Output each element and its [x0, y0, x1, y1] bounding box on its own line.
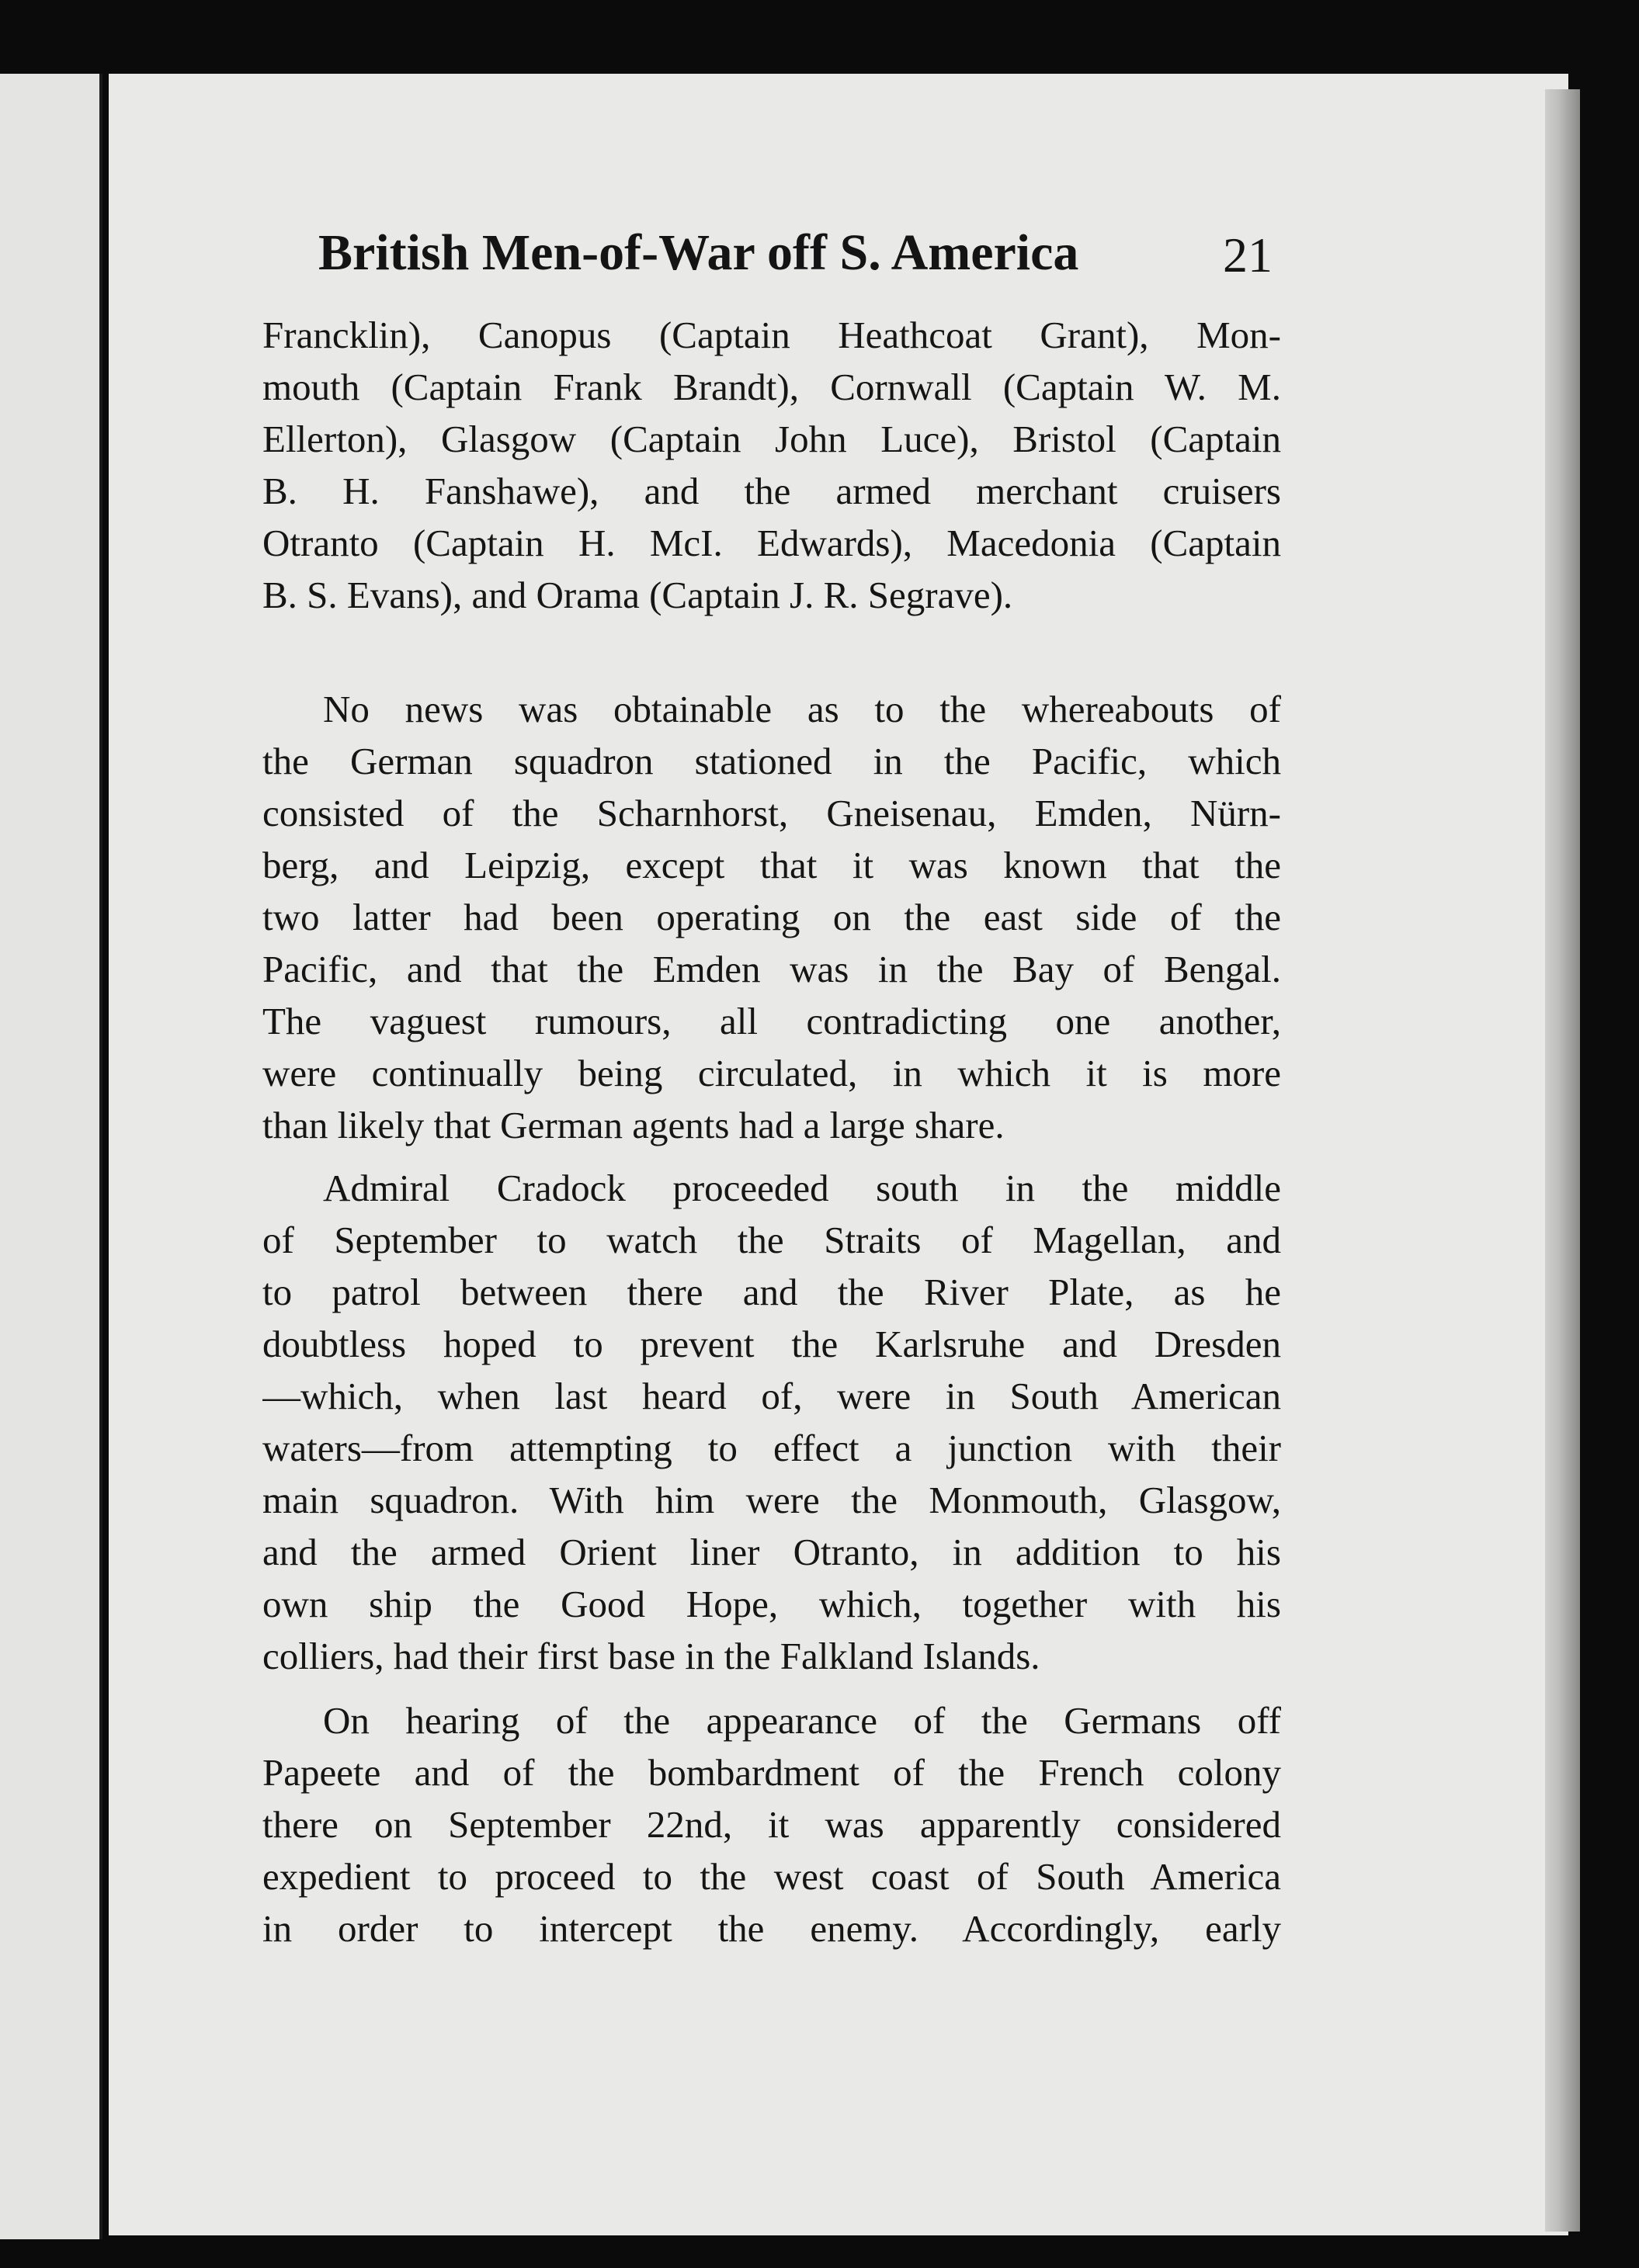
- text-line: B. S. Evans), and Orama (Captain J. R. Segrave).: [262, 574, 1013, 616]
- text-line: Admiral Cradock proceeded south in the middle: [323, 1167, 1281, 1209]
- previous-page-edge: [0, 74, 102, 2239]
- page-stack-edge: [1545, 89, 1580, 2232]
- text-line: than likely that German agents had a large share.: [262, 1104, 1005, 1146]
- text-line: the German squadron stationed in the Pacific, which: [262, 740, 1281, 782]
- text-line: —which, when last heard of, were in South American: [262, 1375, 1281, 1417]
- running-title: British Men-of-War off S. America: [318, 224, 1079, 281]
- text-line: Pacific, and that the Emden was in the Bay of Bengal.: [262, 948, 1281, 990]
- text-line: On hearing of the appearance of the Germans off: [323, 1699, 1281, 1742]
- text-line: own ship the Good Hope, which, together with his: [262, 1583, 1281, 1625]
- text-line: doubtless hoped to prevent the Karlsruhe and Dresden: [262, 1323, 1281, 1365]
- paragraph-papeete: [262, 1694, 1281, 1954]
- text-line: B. H. Fanshawe), and the armed merchant cruisers: [262, 470, 1281, 512]
- text-line: main squadron. With him were the Monmouth, Glasgow,: [262, 1479, 1281, 1521]
- text-line: waters—from attempting to effect a junction with their: [262, 1427, 1281, 1469]
- text-line: berg, and Leipzig, except that it was known that the: [262, 844, 1281, 886]
- text-line: consisted of the Scharnhorst, Gneisenau, Emden, Nürn-: [262, 792, 1281, 834]
- paragraph-ship-list: [262, 309, 1281, 621]
- text-line: and the armed Orient liner Otranto, in addition to his: [262, 1531, 1281, 1573]
- page-number: 21: [1223, 227, 1273, 283]
- text-line: No news was obtainable as to the whereabouts of: [323, 688, 1281, 730]
- text-line: of September to watch the Straits of Magellan, and: [262, 1219, 1281, 1261]
- text-line: Otranto (Captain H. McI. Edwards), Macedonia (Captain: [262, 522, 1281, 564]
- text-line: expedient to proceed to the west coast of South America: [262, 1855, 1281, 1898]
- text-line: Ellerton), Glasgow (Captain John Luce), Bristol (Captain: [262, 418, 1281, 460]
- text-line: Francklin), Canopus (Captain Heathcoat Grant), Mon-: [262, 314, 1281, 356]
- paragraph-admiral-cradock: [262, 1162, 1281, 1682]
- text-line: in order to intercept the enemy. Accordingly, early: [262, 1907, 1281, 1950]
- text-line: there on September 22nd, it was apparently considered: [262, 1803, 1281, 1846]
- paragraph-german-squadron: [262, 683, 1281, 1151]
- text-line: to patrol between there and the River Plate, as he: [262, 1271, 1281, 1313]
- text-line: two latter had been operating on the east side of the: [262, 896, 1281, 938]
- text-line: were continually being circulated, in which it is more: [262, 1052, 1281, 1094]
- text-line: The vaguest rumours, all contradicting one another,: [262, 1000, 1281, 1042]
- text-line: colliers, had their first base in the Falkland Islands.: [262, 1635, 1040, 1677]
- text-line: mouth (Captain Frank Brandt), Cornwall (Captain W. M.: [262, 366, 1281, 408]
- text-line: Papeete and of the bombardment of the French colony: [262, 1751, 1281, 1794]
